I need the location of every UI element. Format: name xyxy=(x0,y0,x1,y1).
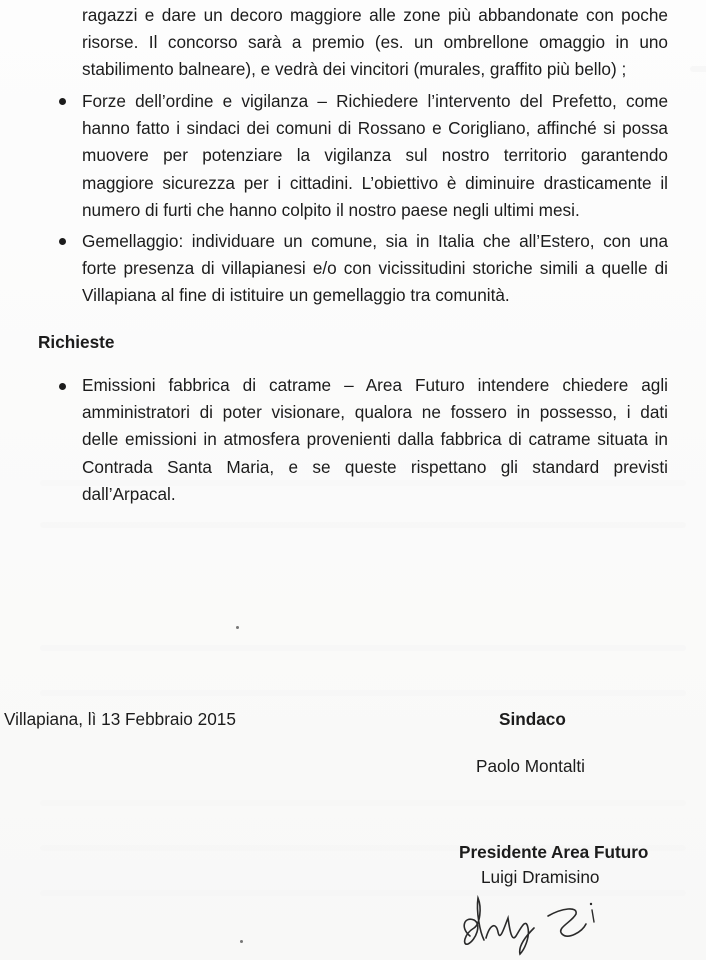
mayor-name: Paolo Montalti xyxy=(476,756,585,776)
text-line: amministratori di poter visionare, qualora ne fossero in possesso, i dati xyxy=(82,402,668,423)
bullet-icon xyxy=(59,98,66,105)
mayor-title: Sindaco xyxy=(499,709,566,729)
request-item-emissioni xyxy=(82,372,668,508)
show-through-mark xyxy=(40,690,686,696)
requests-heading: Richieste xyxy=(38,332,115,352)
president-name: Luigi Dramisino xyxy=(481,867,600,887)
place-date: Villapiana, lì 13 Febbraio 2015 xyxy=(4,709,236,729)
text-line: Gemellaggio: individuare un comune, sia in Italia che all’Estero, con una xyxy=(82,231,668,251)
scan-speck xyxy=(240,940,243,943)
show-through-mark xyxy=(40,645,686,651)
text-line: forte presenza di villapianesi e/o con vicissitudini storiche simili a quelle di xyxy=(82,258,668,279)
text-line: risorse. Il concorso sarà a premio (es. un ombrellone omaggio in uno xyxy=(82,32,668,53)
bullet-icon xyxy=(59,238,66,245)
text-line: numero di furti che hanno colpito il nostro paese negli ultimi mesi. xyxy=(82,199,580,220)
text-line: Villapiana al fine di istituire un gemellaggio tra comunità. xyxy=(82,285,510,306)
text-line: muovere per potenziare la vigilanza sul nostro territorio garantendo xyxy=(82,145,668,166)
text-line: delle emissioni in atmosfera provenienti dalla fabbrica di catrame situata in xyxy=(82,429,668,450)
bullet-item-vigilanza xyxy=(82,88,668,224)
text-line: Emissioni fabbrica di catrame – Area Futuro intendere chiedere agli xyxy=(82,375,668,395)
text-line: maggiore sicurezza per i cittadini. L’obiettivo è diminuire drasticamente il xyxy=(82,172,668,193)
text-line: stabilimento balneare), e vedrà dei vincitori (murales, graffito più bello) ; xyxy=(82,59,627,80)
handwritten-signature xyxy=(452,888,612,958)
intro-paragraph xyxy=(82,2,668,84)
bullet-icon xyxy=(59,383,66,390)
text-line: Forze dell’ordine e vigilanza – Richiedere l’intervento del Prefetto, come xyxy=(82,91,668,111)
text-line: Contrada Santa Maria, e se queste rispettano gli standard previsti xyxy=(82,456,668,477)
show-through-mark xyxy=(40,522,686,528)
scan-speck xyxy=(236,626,239,629)
bullet-item-gemellaggio xyxy=(82,228,668,310)
text-line: ragazzi e dare un decoro maggiore alle zone più abbandonate con poche xyxy=(82,5,668,25)
text-line: dall’Arpacal. xyxy=(82,483,176,504)
text-line: hanno fatto i sindaci dei comuni di Rossano e Corigliano, affinché si possa xyxy=(82,118,668,139)
show-through-mark xyxy=(40,800,686,806)
president-title: Presidente Area Futuro xyxy=(459,842,649,862)
show-through-mark xyxy=(690,66,706,72)
